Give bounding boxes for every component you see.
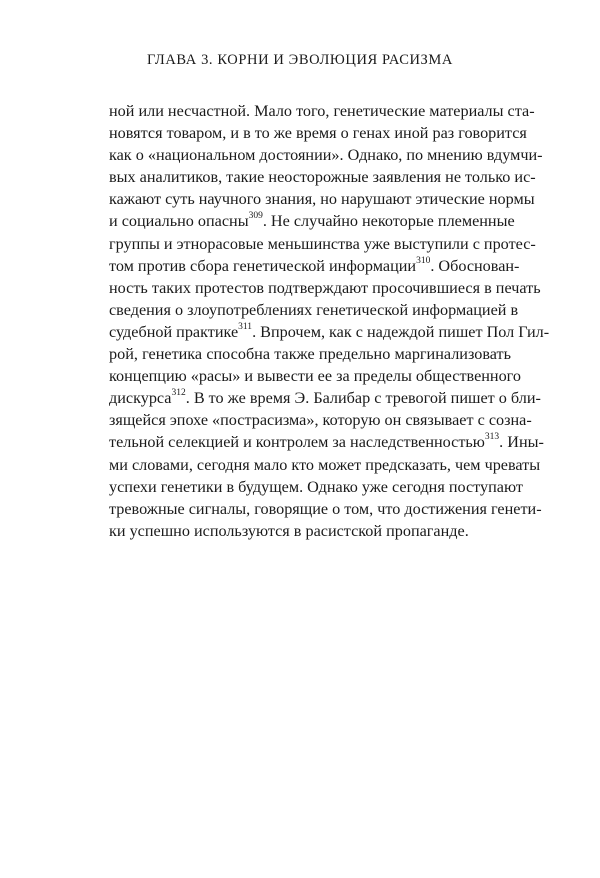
text-line: ки успешно используются в расистской пропаганде. [109, 521, 469, 540]
text-line: концепцию «расы» и вывести ее за пределы общественного [109, 367, 521, 386]
text-line: группы и этнорасовые меньшинства уже выступили с протес- [109, 234, 536, 253]
text-line: тревожные сигналы, говорящие о том, что достижения генети- [109, 499, 542, 518]
text-line: тельной селекцией и контролем за наследственностью$^{313}$. Ины- [109, 432, 544, 452]
text-line: вых аналитиков, такие неосторожные заявления не только ис- [109, 168, 536, 187]
text-line: и социально опасны$^{309}$. Не случайно некоторые племенные [109, 211, 515, 231]
text-line: том против сбора генетической информации$^{310}$. Обоснован- [109, 255, 520, 275]
text-line: успехи генетики в будущем. Однако уже сегодня поступают [109, 477, 523, 496]
text-line: кажают суть научного знания, но нарушают этические нормы [109, 190, 535, 209]
running-header: ГЛАВА 3. КОРНИ И ЭВОЛЮЦИЯ РАСИЗМА [147, 52, 453, 68]
footnote-ref[interactable]: 310 [416, 255, 431, 266]
text-line: зящейся эпохе «пострасизма», которую он связывает с созна- [109, 411, 532, 430]
footnote-ref[interactable]: 311 [238, 321, 253, 332]
text-line: как о «национальном достоянии». Однако, по мнению вдумчи- [109, 146, 543, 165]
text-line: ность таких протестов подтверждают просочившиеся в печать [109, 278, 541, 297]
footnote-ref[interactable]: 312 [171, 388, 186, 399]
footnote-ref[interactable]: 309 [248, 211, 263, 222]
text-line: сведения о злоупотреблениях генетической информацией в [109, 300, 519, 319]
body-paragraph [109, 100, 550, 542]
text-line: судебной практике$^{311}$. Впрочем, как с надеждой пишет Пол Гил- [109, 321, 550, 341]
footnote-ref[interactable]: 313 [484, 432, 500, 443]
text-line: дискурса$^{312}$. В то же время Э. Балибар с тревогой пишет о бли- [109, 388, 541, 408]
text-line: ной или несчастной. Мало того, генетические материалы ста- [109, 102, 535, 120]
text-line: ми словами, сегодня мало кто может предсказать, чем чреваты [109, 455, 541, 474]
text-line: новятся товаром, и в то же время о генах иной раз говорится [109, 124, 527, 143]
text-line: рой, генетика способна также предельно маргинализовать [109, 345, 511, 364]
